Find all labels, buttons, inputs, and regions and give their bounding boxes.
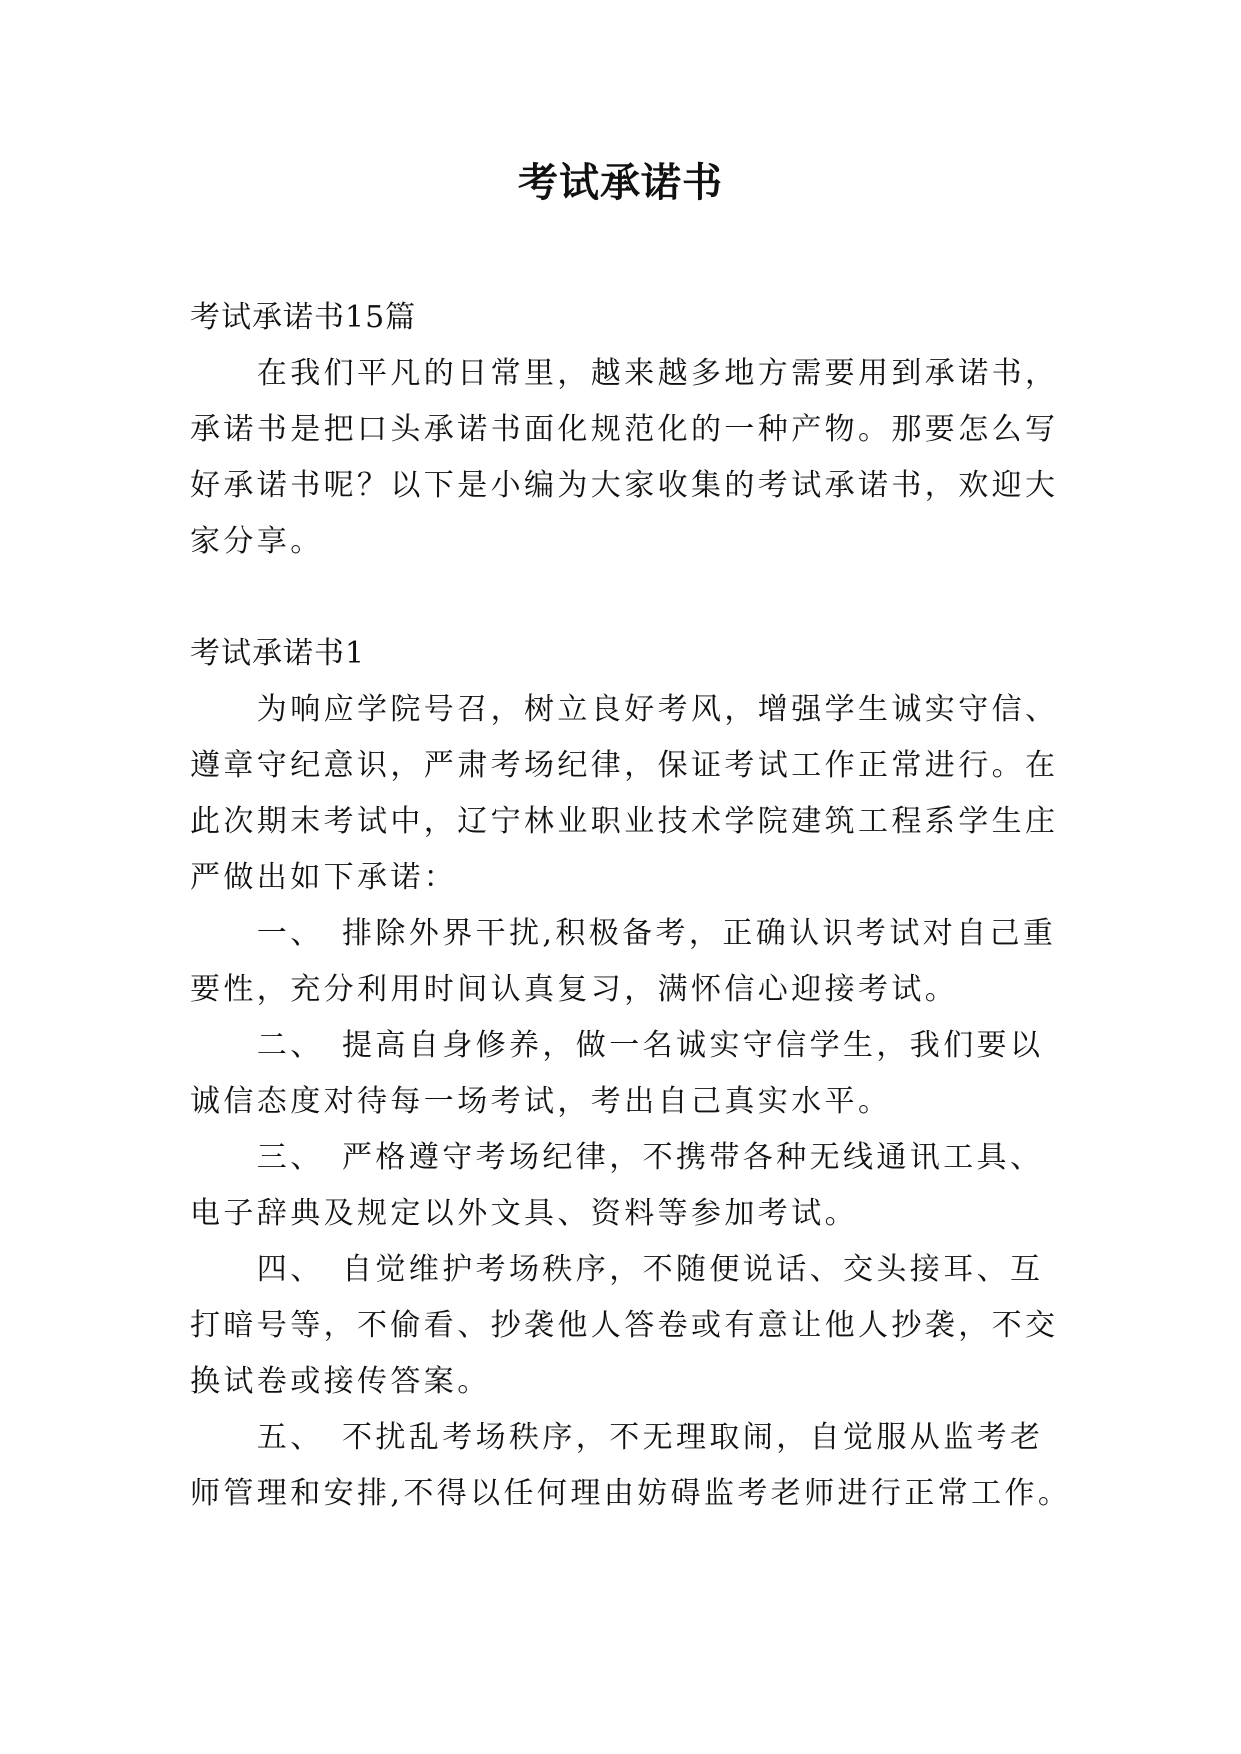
document-title: 考试承诺书 — [518, 159, 723, 206]
paragraph-line: 承诺书是把口头承诺书面化规范化的一种产物。那要怎么写 — [190, 412, 1059, 447]
paragraph-line: 家分享。 — [190, 524, 324, 559]
paragraph-line: 严做出如下承诺： — [190, 860, 458, 895]
paragraph-line: 诚信态度对待每一场考试，考出自己真实水平。 — [190, 1084, 892, 1119]
paragraph-line: 打暗号等，不偷看、抄袭他人答卷或有意让他人抄袭，不交 — [190, 1308, 1059, 1343]
paragraph-line: 遵章守纪意识，严肃考场纪律，保证考试工作正常进行。在 — [190, 748, 1059, 783]
document-body — [190, 290, 1072, 1522]
paragraph-line: 为响应学院号召，树立良好考风，增强学生诚实守信、 — [190, 692, 1059, 727]
paragraph-line: 好承诺书呢？以下是小编为大家收集的考试承诺书，欢迎大 — [190, 468, 1059, 503]
paragraph-line: 三、 严格遵守考场纪律，不携带各种无线通讯工具、 — [190, 1140, 1044, 1175]
paragraph-line: 二、 提高自身修养，做一名诚实守信学生，我们要以 — [190, 1028, 1044, 1063]
section-heading: 考试承诺书15篇 — [190, 300, 417, 335]
paragraph-line: 一、 排除外界干扰,积极备考，正确认识考试对自己重 — [190, 916, 1057, 951]
blank-line — [190, 570, 1055, 626]
section-heading: 考试承诺书1 — [190, 636, 366, 671]
paragraph-line: 此次期末考试中，辽宁林业职业技术学院建筑工程系学生庄 — [190, 804, 1059, 839]
paragraph-line: 换试卷或接传答案。 — [190, 1364, 491, 1399]
paragraph-line: 电子辞典及规定以外文具、资料等参加考试。 — [190, 1196, 858, 1231]
paragraph-line: 师管理和安排,不得以任何理由妨碍监考老师进行正常工作。 — [190, 1476, 1072, 1511]
paragraph-line: 要性，充分利用时间认真复习，满怀信心迎接考试。 — [190, 972, 959, 1007]
paragraph-line: 在我们平凡的日常里，越来越多地方需要用到承诺书， — [190, 356, 1059, 391]
paragraph-line: 四、 自觉维护考场秩序，不随便说话、交头接耳、互 — [190, 1252, 1044, 1287]
paragraph-line: 五、 不扰乱考场秩序，不无理取闹，自觉服从监考老 — [190, 1420, 1044, 1455]
